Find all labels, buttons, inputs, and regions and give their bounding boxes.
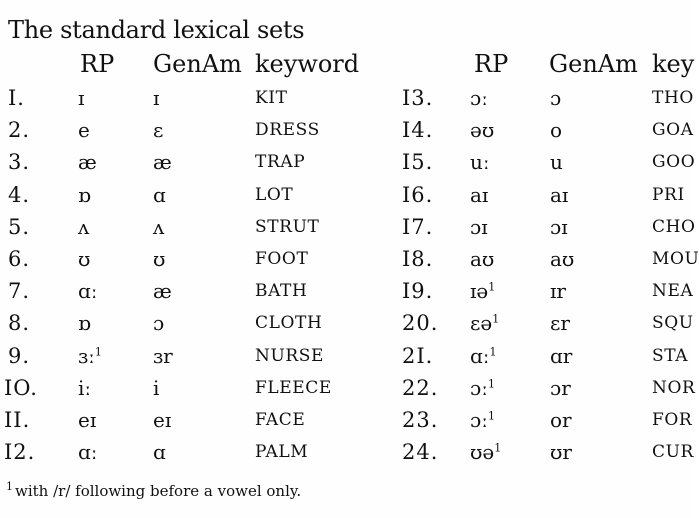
keyword: KIT	[255, 88, 288, 108]
genam-vowel: ɔ	[550, 86, 562, 110]
keyword: GOA	[652, 120, 694, 141]
row-number: 8.	[8, 311, 31, 336]
row-number: I8.	[402, 246, 434, 271]
table-row	[0, 307, 400, 339]
keyword: CHO	[652, 216, 696, 237]
row-number: 6.	[8, 246, 31, 271]
genam-vowel: ɑ	[153, 182, 166, 207]
rp-vowel: ɒ	[78, 311, 91, 336]
rp-vowel: e	[78, 118, 90, 143]
rp-vowel: ʊə$^1$	[470, 440, 502, 465]
rp-vowel: ɔɪ	[470, 214, 488, 239]
genam-vowel: ʊr	[550, 440, 572, 465]
rp-vowel: ɜː$^1$	[78, 343, 102, 368]
row-number: I7.	[402, 214, 434, 239]
genam-vowel: ɔɪ	[550, 214, 568, 239]
keyword: STA	[652, 345, 689, 366]
row-number: 2I.	[402, 343, 434, 368]
footnote	[6, 482, 301, 500]
genam-vowel: ɛ	[153, 118, 164, 143]
table-row	[395, 307, 695, 339]
rp-vowel: uː	[470, 150, 490, 175]
genam-vowel: ɑr	[550, 343, 573, 368]
table-row	[395, 243, 699, 275]
right-column-table	[395, 82, 699, 468]
keyword: MOU	[652, 248, 699, 269]
row-number: II.	[4, 407, 31, 432]
keyword: PALM	[255, 442, 309, 463]
row-number: I3.	[402, 86, 434, 110]
genam-vowel: or	[550, 407, 572, 432]
row-number: 24.	[402, 440, 439, 465]
keyword: SQU	[652, 313, 694, 334]
table-row	[395, 404, 695, 436]
table-row	[0, 114, 400, 146]
rp-vowel: ɒ	[78, 182, 91, 207]
table-row	[395, 275, 695, 307]
keyword: CUR	[652, 442, 694, 463]
genam-vowel: ɑ	[153, 440, 166, 465]
table-row	[0, 372, 400, 404]
header-genam-left: GenAm	[153, 50, 242, 78]
rp-vowel: ɪə$^1$	[470, 279, 496, 304]
rp-vowel: æ	[78, 150, 97, 175]
keyword: NOR	[652, 377, 696, 398]
keyword: DRESS	[255, 120, 320, 141]
row-number: I6.	[402, 182, 434, 207]
keyword: LOT	[255, 184, 294, 205]
table-row	[395, 340, 695, 372]
rp-vowel: ʌ	[78, 214, 90, 239]
genam-vowel: ɛr	[550, 311, 570, 336]
row-number: 22.	[402, 375, 439, 400]
genam-vowel: ɪr	[550, 279, 566, 304]
rp-vowel: aʊ	[470, 246, 495, 271]
rp-vowel: ɑː	[78, 279, 98, 304]
table-row	[0, 340, 400, 372]
row-number: I9.	[402, 279, 434, 304]
rp-vowel: ʊ	[78, 246, 91, 271]
genam-vowel: ɔr	[550, 375, 571, 400]
keyword: FOR	[652, 409, 693, 430]
genam-vowel: ɜr	[153, 343, 173, 368]
table-row	[395, 211, 695, 243]
genam-vowel: æ	[153, 150, 172, 175]
table-row	[395, 436, 695, 468]
row-number: 9.	[8, 343, 31, 368]
rp-vowel: aɪ	[470, 182, 489, 207]
row-number: I.	[8, 86, 25, 110]
table-row	[0, 179, 400, 211]
row-number: 7.	[8, 279, 31, 304]
keyword: GOO	[652, 152, 696, 173]
table-row	[0, 243, 400, 275]
header-keyword-right: key	[652, 50, 695, 78]
genam-vowel: o	[550, 118, 563, 143]
header-keyword-left: keyword	[255, 50, 360, 78]
row-number: I2.	[4, 440, 36, 465]
genam-vowel: æ	[153, 279, 172, 304]
table-row	[395, 179, 695, 211]
row-number: 4.	[8, 182, 31, 207]
rp-vowel: ɑː	[78, 440, 98, 465]
table-row	[0, 146, 400, 178]
table-row	[0, 82, 400, 114]
rp-vowel: ɛə$^1$	[470, 311, 500, 336]
genam-vowel: ʌ	[153, 214, 165, 239]
header-rp-left: RP	[80, 50, 115, 78]
rp-vowel: ɔː$^1$	[470, 407, 495, 432]
keyword: STRUT	[255, 216, 320, 237]
genam-vowel: eɪ	[153, 407, 172, 432]
genam-vowel: ɔ	[153, 311, 165, 336]
keyword: FOOT	[255, 248, 309, 269]
table-row	[0, 275, 400, 307]
rp-vowel: iː	[78, 375, 92, 400]
rp-vowel: ɔː	[470, 86, 488, 110]
keyword: CLOTH	[255, 313, 323, 334]
rp-vowel: eɪ	[78, 407, 97, 432]
row-number: 5.	[8, 214, 31, 239]
rp-vowel: ɑː$^1$	[470, 343, 497, 368]
row-number: 20.	[402, 311, 439, 336]
row-number: IO.	[4, 375, 38, 400]
genam-vowel: ɪ	[153, 86, 160, 110]
genam-vowel: aɪ	[550, 182, 569, 207]
footnote-text: with /r/ following before a vowel only.	[15, 482, 302, 500]
table-row	[395, 114, 695, 146]
table-row	[0, 436, 400, 468]
row-number: 3.	[8, 150, 31, 175]
keyword: TRAP	[255, 152, 306, 173]
keyword: FACE	[255, 409, 306, 430]
row-number: I4.	[402, 118, 434, 143]
row-number: 2.	[8, 118, 31, 143]
genam-vowel: aʊ	[550, 246, 575, 271]
header-rp-right: RP	[474, 50, 509, 78]
genam-vowel: u	[550, 150, 563, 175]
keyword: NEA	[652, 281, 694, 302]
table-row	[395, 82, 695, 114]
header-genam-right: GenAm	[549, 50, 638, 78]
genam-vowel: i	[153, 375, 160, 400]
page-title: The standard lexical sets	[8, 16, 305, 44]
rp-vowel: ɔː$^1$	[470, 375, 495, 400]
row-number: 23.	[402, 407, 439, 432]
left-column-table	[0, 82, 400, 468]
keyword: THO	[652, 88, 694, 108]
rp-vowel: ɪ	[78, 86, 85, 110]
genam-vowel: ʊ	[153, 246, 166, 271]
keyword: NURSE	[255, 345, 325, 366]
footnote-marker: 1	[6, 480, 13, 493]
rp-vowel: əʊ	[470, 118, 495, 143]
keyword: PRI	[652, 184, 685, 205]
table-row	[0, 211, 400, 243]
keyword: BATH	[255, 281, 308, 302]
keyword: FLEECE	[255, 377, 332, 398]
row-number: I5.	[402, 150, 434, 175]
table-row	[395, 146, 695, 178]
table-row	[395, 372, 695, 404]
table-row	[0, 404, 400, 436]
